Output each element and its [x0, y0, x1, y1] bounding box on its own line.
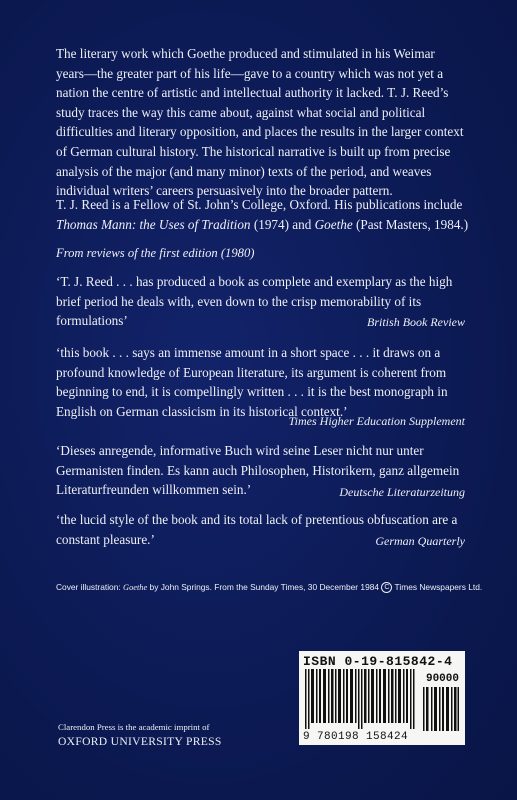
review-quote-2	[56, 343, 466, 421]
review-source-3: Deutsche Literaturzeitung	[339, 485, 465, 499]
review-line: beginning to end, it is compellingly written . . . it is the best monograph in	[56, 384, 448, 400]
review-line: Germanisten finden. Es kann auch Philosophen, Historikern, ganz allgemein	[56, 462, 460, 478]
author-bio-mid: (1974) and	[250, 216, 315, 232]
author-bio-tail: (Past Masters, 1984.)	[352, 216, 469, 232]
copyright-icon: C	[381, 582, 392, 593]
blurb-line: individual writers’ careers persuasively into the broader pattern.	[56, 183, 393, 199]
review-line: ‘this book . . . says an immense amount in a short space . . . it draws on a	[56, 345, 441, 360]
review-line: ‘Dieses anregende, informative Buch wird seine Leser nicht nur unter	[56, 443, 424, 458]
blurb-line: years—the greater part of his life—gave to a country which was not yet a	[56, 65, 444, 81]
blurb-line: analysis of the major (and many minor) texts of the period, and weaves	[56, 163, 432, 179]
cover-illustration-credit	[56, 582, 482, 593]
review-line: brief period he deals with, even down to the crisp memorability of its	[56, 293, 422, 309]
credit-title: Goethe	[123, 583, 148, 592]
review-source-2: Times Higher Education Supplement	[288, 414, 465, 428]
credit-prefix: Cover illustration:	[56, 582, 124, 592]
ean-barcode-bars	[305, 669, 415, 729]
review-source-4: German Quarterly	[375, 534, 465, 548]
author-bio-line2	[56, 215, 476, 235]
publisher-name: OXFORD UNIVERSITY PRESS	[58, 735, 222, 748]
isbn-number: ISBN 0-19-815842-4	[303, 654, 453, 669]
review-line: English on German classicism in its historical context.’	[56, 403, 348, 419]
blurb-line: of German cultural history. The historical narrative is built up from precise	[56, 143, 451, 159]
ean-number: 9 780198 158424	[303, 731, 409, 743]
blurb-paragraph	[56, 44, 476, 201]
price-barcode-bars	[423, 687, 459, 731]
review-line: constant pleasure.’	[56, 531, 155, 547]
isbn-barcode	[299, 651, 465, 745]
review-source-1: British Book Review	[367, 315, 465, 329]
review-line: profound knowledge of European literature, its argument is coherent from	[56, 364, 447, 380]
blurb-line: nation the centre of artistic and intellectual authority it lacked. T. J. Reed’s	[56, 85, 449, 101]
reviews-heading: From reviews of the first edition (1980)	[56, 246, 255, 260]
author-bio	[56, 195, 476, 234]
blurb-line: study traces the way this came about, against what social and political	[56, 104, 426, 120]
review-line: Literaturfreunden willkommen sein.’	[56, 482, 252, 498]
blurb-line: difficulties and literary opposition, and places the results in the larger context	[56, 124, 464, 140]
review-line: ‘T. J. Reed . . . has produced a book as complete and exemplary as the high	[56, 274, 453, 289]
credit-owner: Times Newspapers Ltd.	[392, 582, 483, 592]
review-line: formulations’	[56, 313, 128, 329]
blurb-line: The literary work which Goethe produced and stimulated in his Weimar	[56, 46, 435, 61]
credit-rest: by John Springs. From the Sunday Times, 30 December 1984	[147, 582, 382, 592]
book-title-goethe: Goethe	[314, 216, 353, 232]
imprint-note: Clarendon Press is the academic imprint of	[58, 722, 210, 732]
author-bio-line1: T. J. Reed is a Fellow of St. John’s College, Oxford. His publications include	[56, 197, 463, 212]
review-line: ‘the lucid style of the book and its total lack of pretentious obfuscation are a	[56, 512, 458, 527]
price-code: 90000	[425, 673, 459, 685]
book-title-thomas-mann: Thomas Mann: the Uses of Tradition	[56, 216, 251, 232]
